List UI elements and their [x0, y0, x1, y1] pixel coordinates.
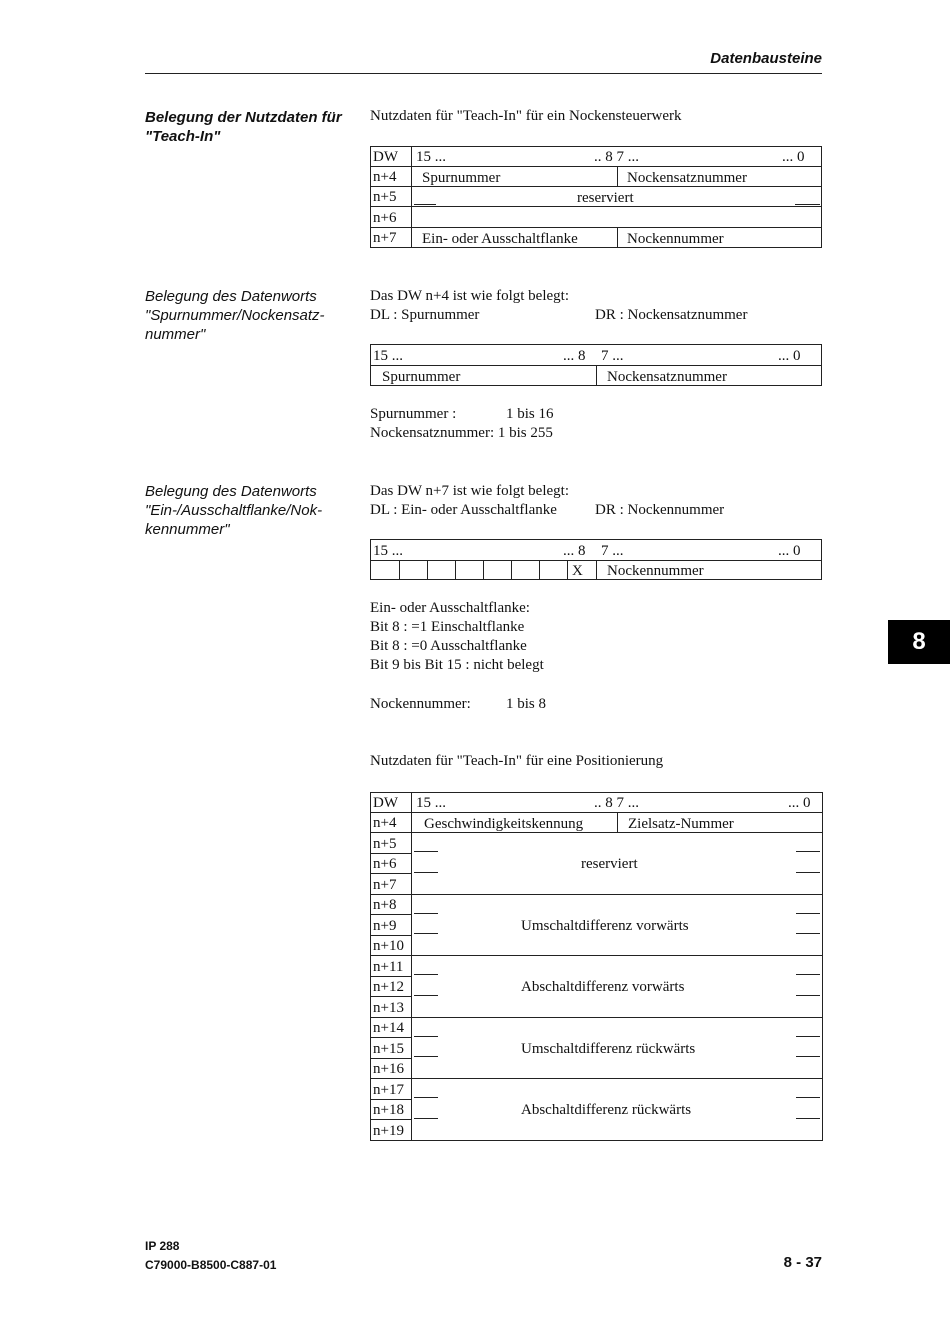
dw-label: n+15 [373, 1041, 404, 1057]
dw-label: n+9 [373, 918, 397, 934]
group-abschalt-vorwaerts: Abschaltdifferenz vorwärts [521, 979, 685, 995]
group-abschalt-rueckwaerts: Abschaltdifferenz rückwärts [521, 1102, 692, 1118]
group-umschalt-rueckwaerts: Umschaltdifferenz rückwärts [521, 1041, 696, 1057]
bits-hi: 15 ... [373, 348, 403, 364]
dw-label: n+13 [373, 1000, 404, 1016]
section1-heading-line2: "Teach-In" [145, 128, 221, 145]
dw-label: n+19 [373, 1123, 404, 1139]
dw-label: n+10 [373, 938, 404, 954]
desc-line: Bit 8 : =0 Ausschaltflanke [370, 638, 527, 654]
cell-reserviert: reserviert [577, 190, 634, 206]
cell-nockensatznummer: Nockensatznummer [627, 170, 747, 186]
section1-heading-line1: Belegung der Nutzdaten für [145, 109, 342, 126]
section1-heading [145, 108, 360, 146]
section1-intro: Nutzdaten für "Teach-In" für ein Nockensteuerwerk [370, 108, 682, 124]
dw-label: n+6 [373, 856, 397, 872]
footer-product: IP 288 [145, 1239, 180, 1253]
bits-lo: ... 0 [778, 348, 801, 364]
section3-heading [145, 482, 360, 539]
bits-lo: ... 0 [788, 795, 811, 811]
dw-label: n+8 [373, 897, 397, 913]
dw-label: n+12 [373, 979, 404, 995]
desc-line: Bit 8 : =1 Einschaltflanke [370, 619, 525, 635]
cell-flanke: Ein- oder Ausschaltflanke [422, 231, 578, 247]
cell-spurnummer: Spurnummer [422, 170, 501, 186]
bits-mid: .. 8 7 ... [594, 149, 639, 165]
cell-geschwindigkeitskennung: Geschwindigkeitskennung [424, 816, 584, 832]
section3-intro: Das DW n+7 ist wie folgt belegt: [370, 483, 569, 499]
group-umschalt-vorwaerts: Umschaltdifferenz vorwärts [521, 918, 689, 934]
desc-line: Ein- oder Ausschaltflanke: [370, 600, 530, 616]
section2-heading-line2: "Spurnummer/Nockensatz- [145, 307, 325, 324]
dw-label: n+4 [373, 169, 397, 185]
nockensteuerwerk-table [370, 146, 822, 248]
range1-value: 1 bis 16 [506, 406, 554, 422]
section4-intro: Nutzdaten für "Teach-In" für eine Positionierung [370, 753, 664, 769]
section2-heading [145, 287, 360, 344]
section3-heading-line3: kennummer" [145, 521, 230, 538]
section2-heading-line3: nummer" [145, 326, 206, 343]
dw-n7-table [370, 539, 822, 580]
cell-nockennummer: Nockennummer [627, 231, 724, 247]
dw-label: n+5 [373, 836, 397, 852]
bits-mid2: 7 ... [601, 348, 624, 364]
cell-nockennummer: Nockennummer [607, 563, 704, 579]
dw-n4-table [370, 344, 822, 386]
dw-label: n+11 [373, 959, 404, 975]
bits-lo: ... 0 [778, 543, 801, 559]
dw-label: n+6 [373, 210, 397, 226]
dw-label: n+5 [373, 189, 397, 205]
nock-label: Nockennummer: [370, 696, 471, 712]
range1-label: Spurnummer : [370, 406, 457, 422]
bits-mid: ... 8 [563, 348, 586, 364]
dw-label: n+14 [373, 1020, 404, 1036]
bits-hi: 15 ... [373, 543, 403, 559]
dw-label: n+18 [373, 1102, 404, 1118]
running-header: Datenbausteine [710, 50, 822, 67]
page-number: 8 - 37 [783, 1254, 822, 1271]
desc-line: Bit 9 bis Bit 15 : nicht belegt [370, 657, 544, 673]
chapter-tab: 8 [888, 620, 950, 664]
cell-bit8-x: X [572, 563, 583, 579]
bits-hi: 15 ... [416, 149, 446, 165]
col-dw-header: DW [373, 795, 398, 811]
positionierung-table [370, 792, 823, 1142]
dw-label: n+7 [373, 230, 397, 246]
footer-order-number: C79000-B8500-C887-01 [145, 1258, 277, 1272]
bits-lo: ... 0 [782, 149, 805, 165]
bits-hi: 15 ... [416, 795, 446, 811]
dw-label: n+7 [373, 877, 397, 893]
dw-label: n+17 [373, 1082, 404, 1098]
section3-dl: DL : Ein- oder Ausschaltflanke [370, 502, 557, 518]
range2: Nockensatznummer: 1 bis 255 [370, 425, 553, 441]
section3-heading-line1: Belegung des Datenworts [145, 483, 317, 500]
cell-spurnummer: Spurnummer [382, 369, 461, 385]
bits-mid: .. 8 7 ... [594, 795, 639, 811]
cell-zielsatz-nummer: Zielsatz-Nummer [628, 816, 734, 832]
dw-label: n+4 [373, 815, 397, 831]
bits-mid2: 7 ... [601, 543, 624, 559]
cell-nockensatznummer: Nockensatznummer [607, 369, 727, 385]
section3-heading-line2: "Ein-/Ausschaltflanke/Nok- [145, 502, 323, 519]
section3-dr: DR : Nockennummer [595, 502, 725, 518]
dw-label: n+16 [373, 1061, 404, 1077]
nock-value: 1 bis 8 [506, 696, 547, 712]
section2-dr: DR : Nockensatznummer [595, 307, 748, 323]
section2-intro: Das DW n+4 ist wie folgt belegt: [370, 288, 569, 304]
header-rule [145, 73, 822, 74]
bits-mid: ... 8 [563, 543, 586, 559]
section2-heading-line1: Belegung des Datenworts [145, 288, 317, 305]
section2-dl: DL : Spurnummer [370, 307, 480, 323]
col-dw-header: DW [373, 149, 398, 165]
group-reserviert: reserviert [581, 856, 638, 872]
